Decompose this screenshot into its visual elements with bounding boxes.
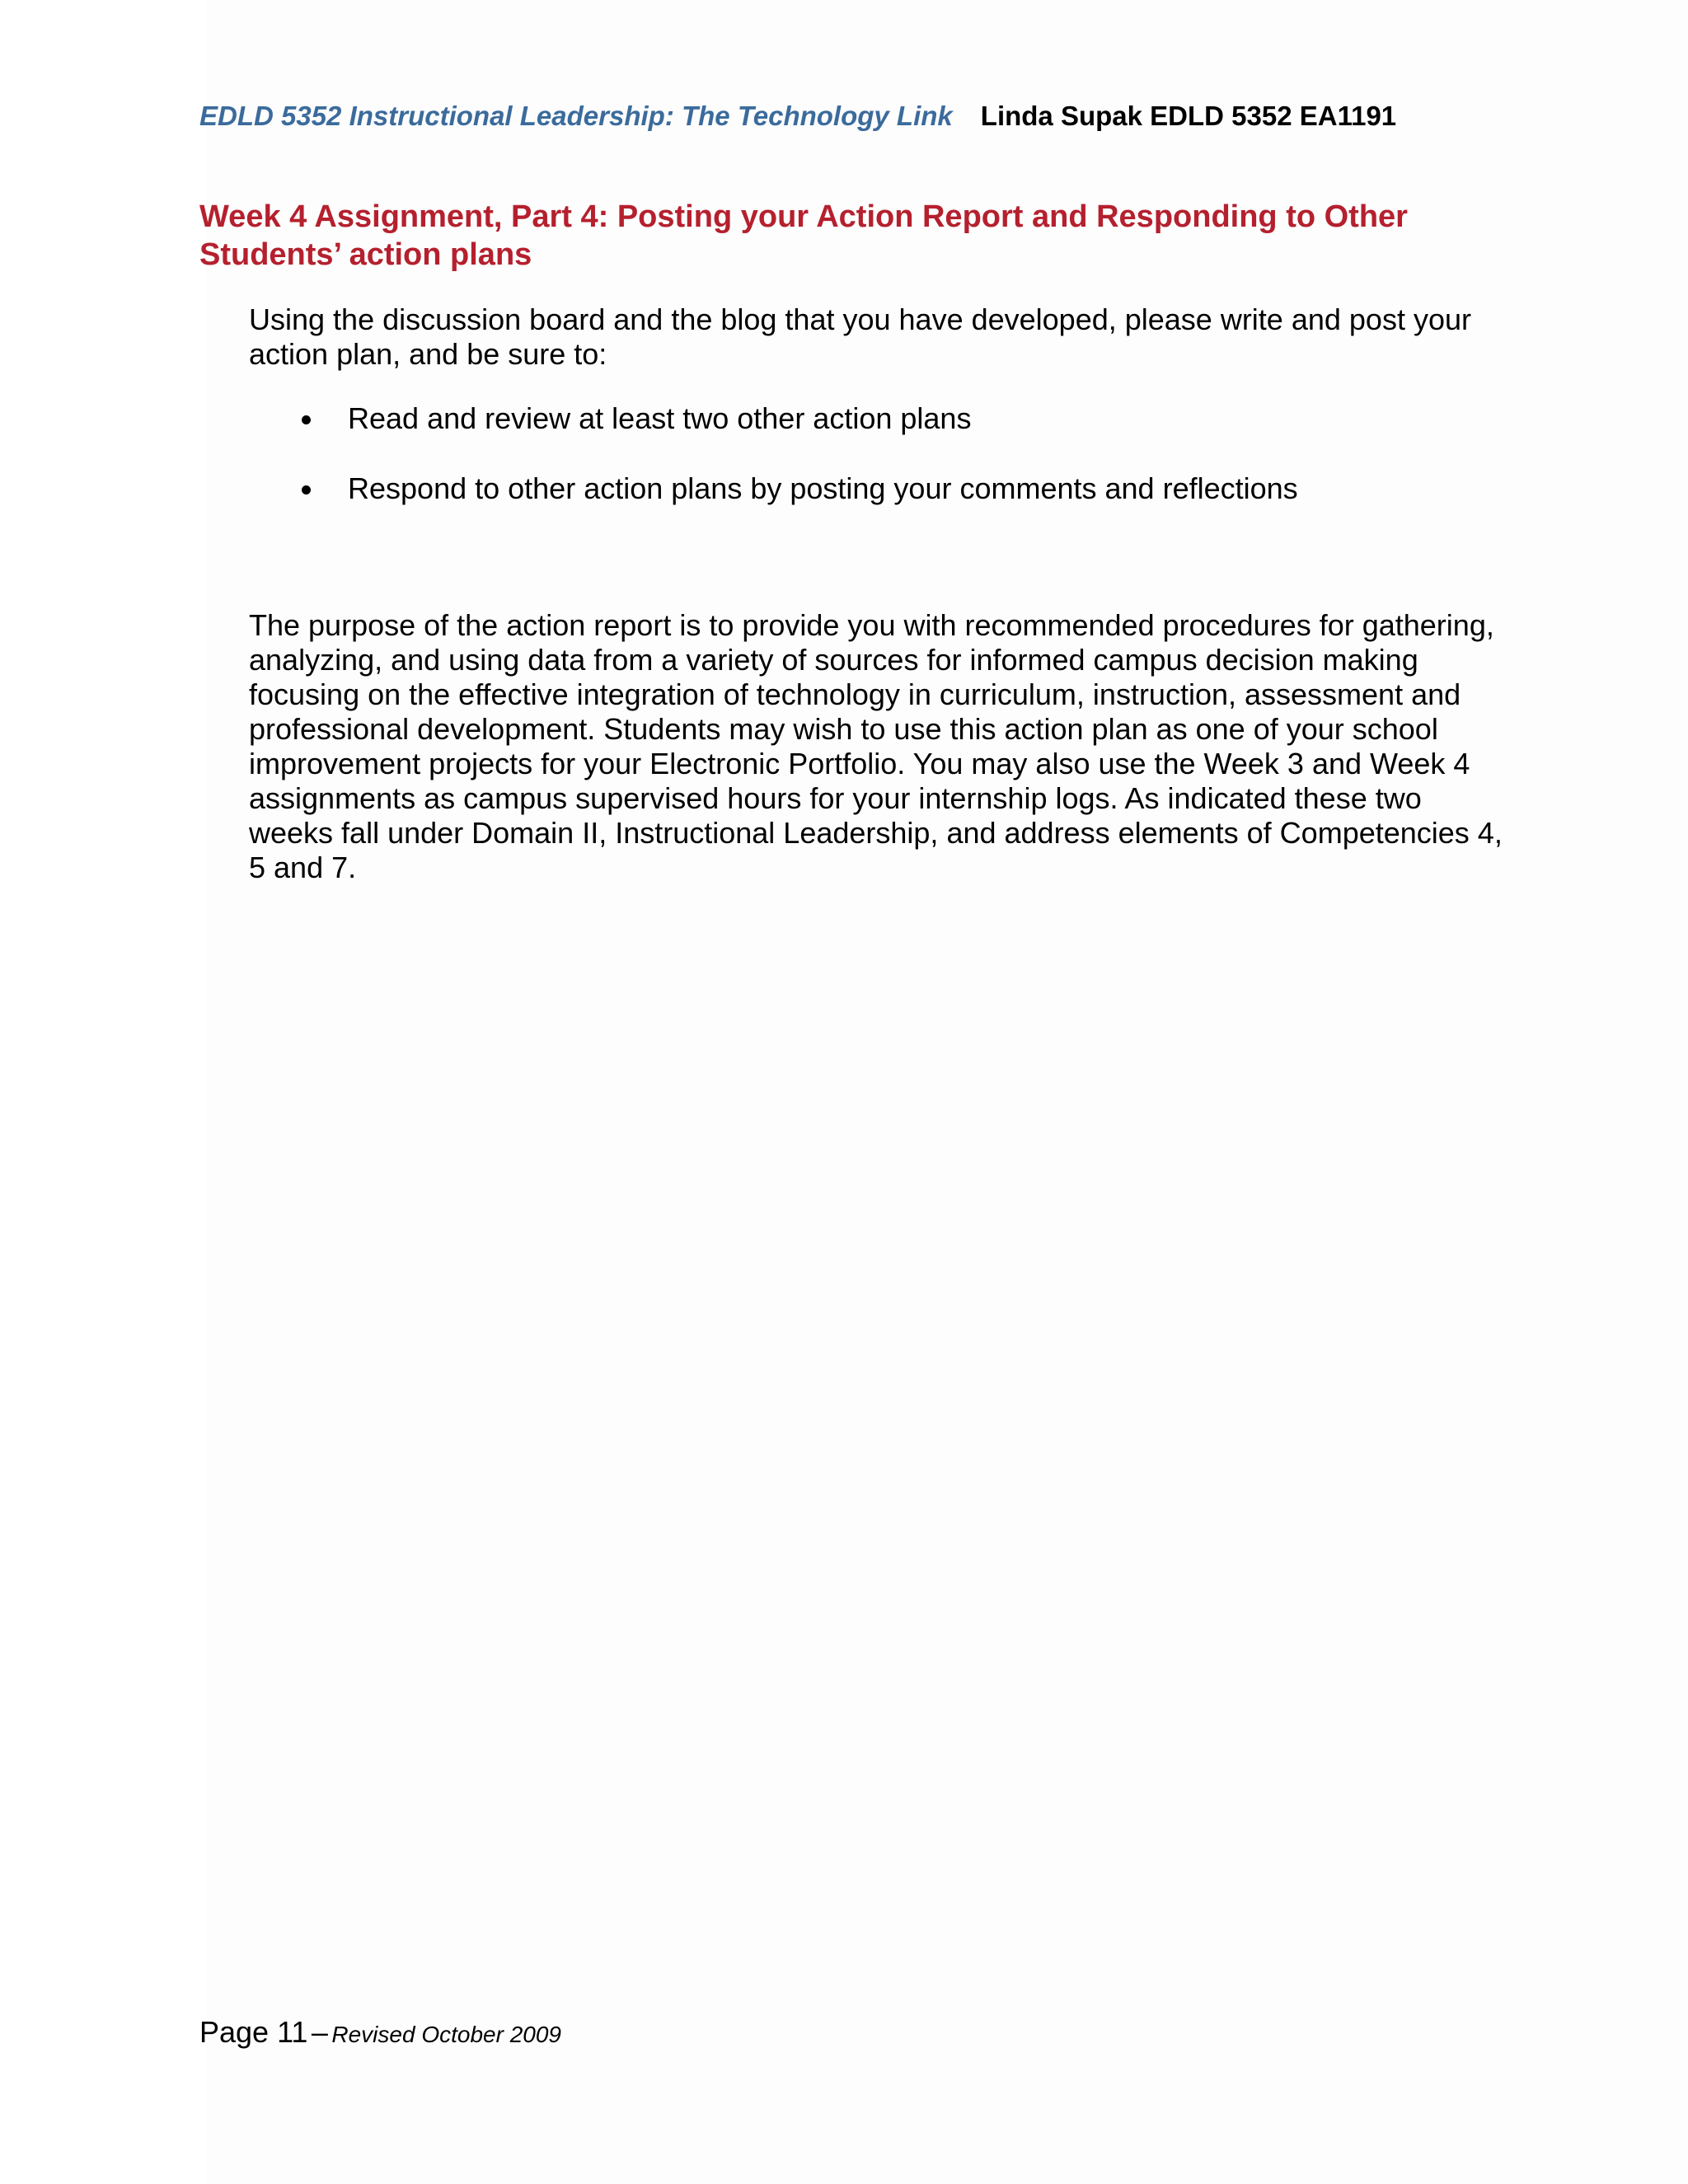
purpose-paragraph: The purpose of the action report is to provide you with recommended procedures for gathering, analyzing, and using data from a variety of sources for informed campus decision making focusing on the effective integration of technology in curriculum, instruction, assessment and professional development. Students may wish to use this action plan as one of your school improvement projects for your Electronic Portfolio. You may also use the Week 3 and Week 4 assignments as campus supervised hours for your internship logs. As indicated these two weeks fall under Domain II, Instructional Leadership, and address elements of Competencies 4, 5 and 7. <box>249 608 1503 884</box>
bullet-icon <box>302 485 311 494</box>
list-item-text: Respond to other action plans by posting your comments and reflections <box>348 471 1298 505</box>
list-item <box>249 471 1485 506</box>
revision-note: Revised October 2009 <box>331 2022 561 2047</box>
page-number: Page 11 <box>199 2015 308 2049</box>
document-header <box>199 97 1601 135</box>
list-item <box>249 401 1485 436</box>
task-list <box>249 401 1485 541</box>
page-footer <box>199 2013 941 2052</box>
intro-paragraph: Using the discussion board and the blog that you have developed, please write and post your action plan, and be sure to: <box>249 302 1471 371</box>
footer-separator: – <box>311 2015 328 2049</box>
bullet-icon <box>302 415 311 424</box>
course-title: EDLD 5352 Instructional Leadership: The Technology Link <box>199 101 953 131</box>
list-item-text: Read and review at least two other action plans <box>348 401 972 435</box>
author-course-info: Linda Supak EDLD 5352 EA1191 <box>980 101 1397 131</box>
assignment-title: Week 4 Assignment, Part 4: Posting your Action Report and Responding to Other Students’ action plans <box>199 199 1408 272</box>
